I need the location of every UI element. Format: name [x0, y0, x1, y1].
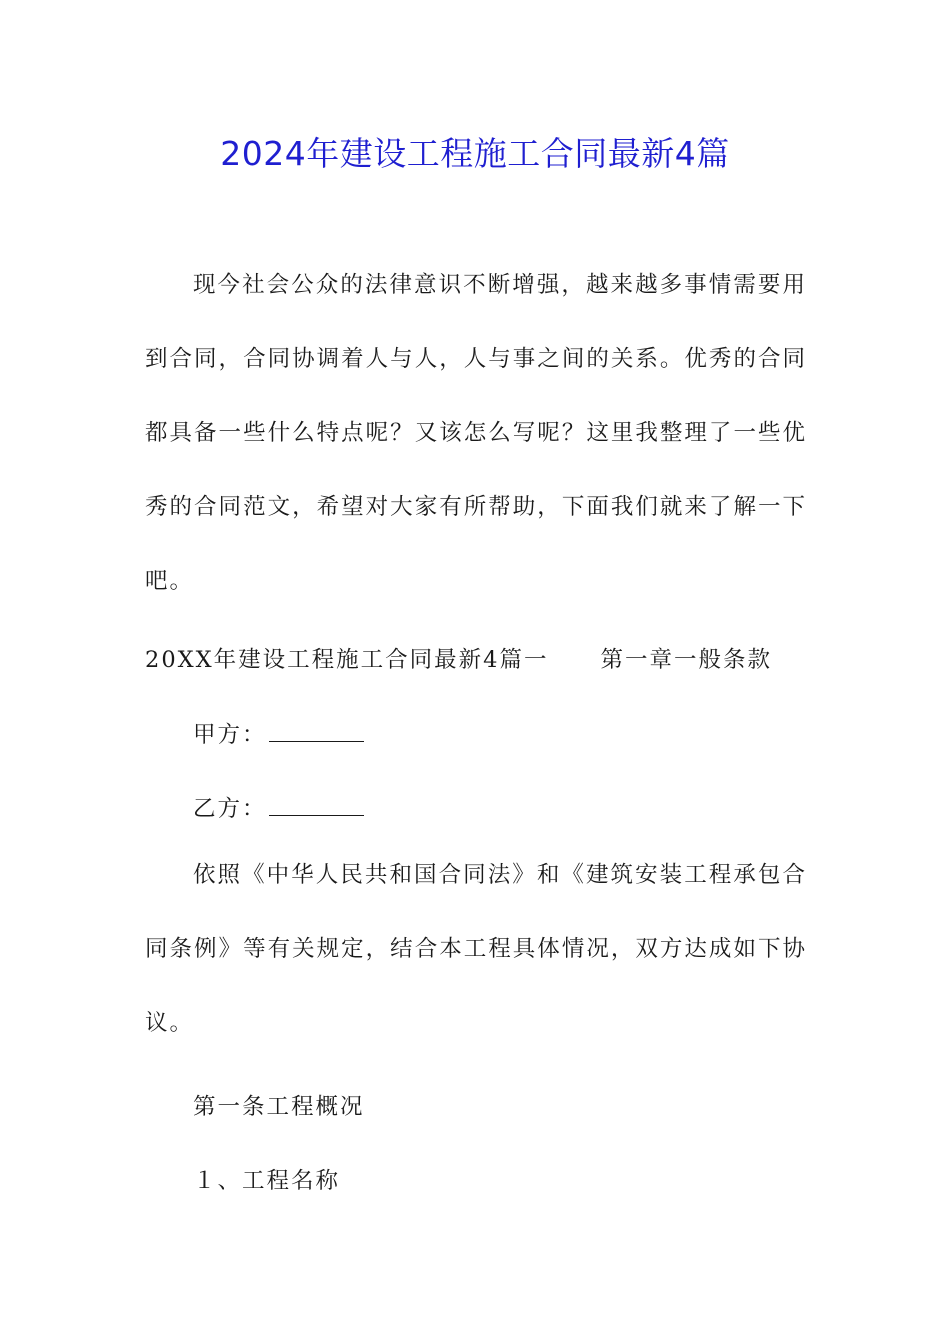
party-b-line: [193, 789, 364, 829]
intro-text: 现今社会公众的法律意识不断增强，越来越多事情需要用到合同，合同协调着人与人，人与事之间的关系。优秀的合同都具备一些什么特点呢？又该怎么写呢？这里我整理了一些优秀的合同范文，希望对大家有所帮助，下面我们就来了解一下吧。: [145, 272, 807, 594]
basis-paragraph: [145, 838, 807, 1060]
party-b-blank: [269, 789, 364, 816]
basis-text: 依照《中华人民共和国合同法》和《建筑安装工程承包合同条例》等有关规定，结合本工程具体情况，双方达成如下协议。: [145, 862, 807, 1036]
party-a-blank: [269, 715, 364, 742]
chapter-heading: 第一章一般条款: [600, 647, 772, 673]
document-title: 2024年建设工程施工合同最新4篇: [220, 134, 730, 173]
item-1-heading: １、工程名称: [193, 1168, 341, 1194]
section-heading-line: [145, 640, 772, 680]
intro-paragraph: [145, 248, 807, 618]
section-heading: 20XX年建设工程施工合同最新4篇一: [145, 647, 549, 673]
party-a-label: 甲方：: [193, 722, 267, 748]
article-1-heading: 第一条工程概况: [193, 1094, 365, 1120]
party-b-label: 乙方：: [193, 796, 267, 822]
party-a-line: [193, 715, 364, 755]
